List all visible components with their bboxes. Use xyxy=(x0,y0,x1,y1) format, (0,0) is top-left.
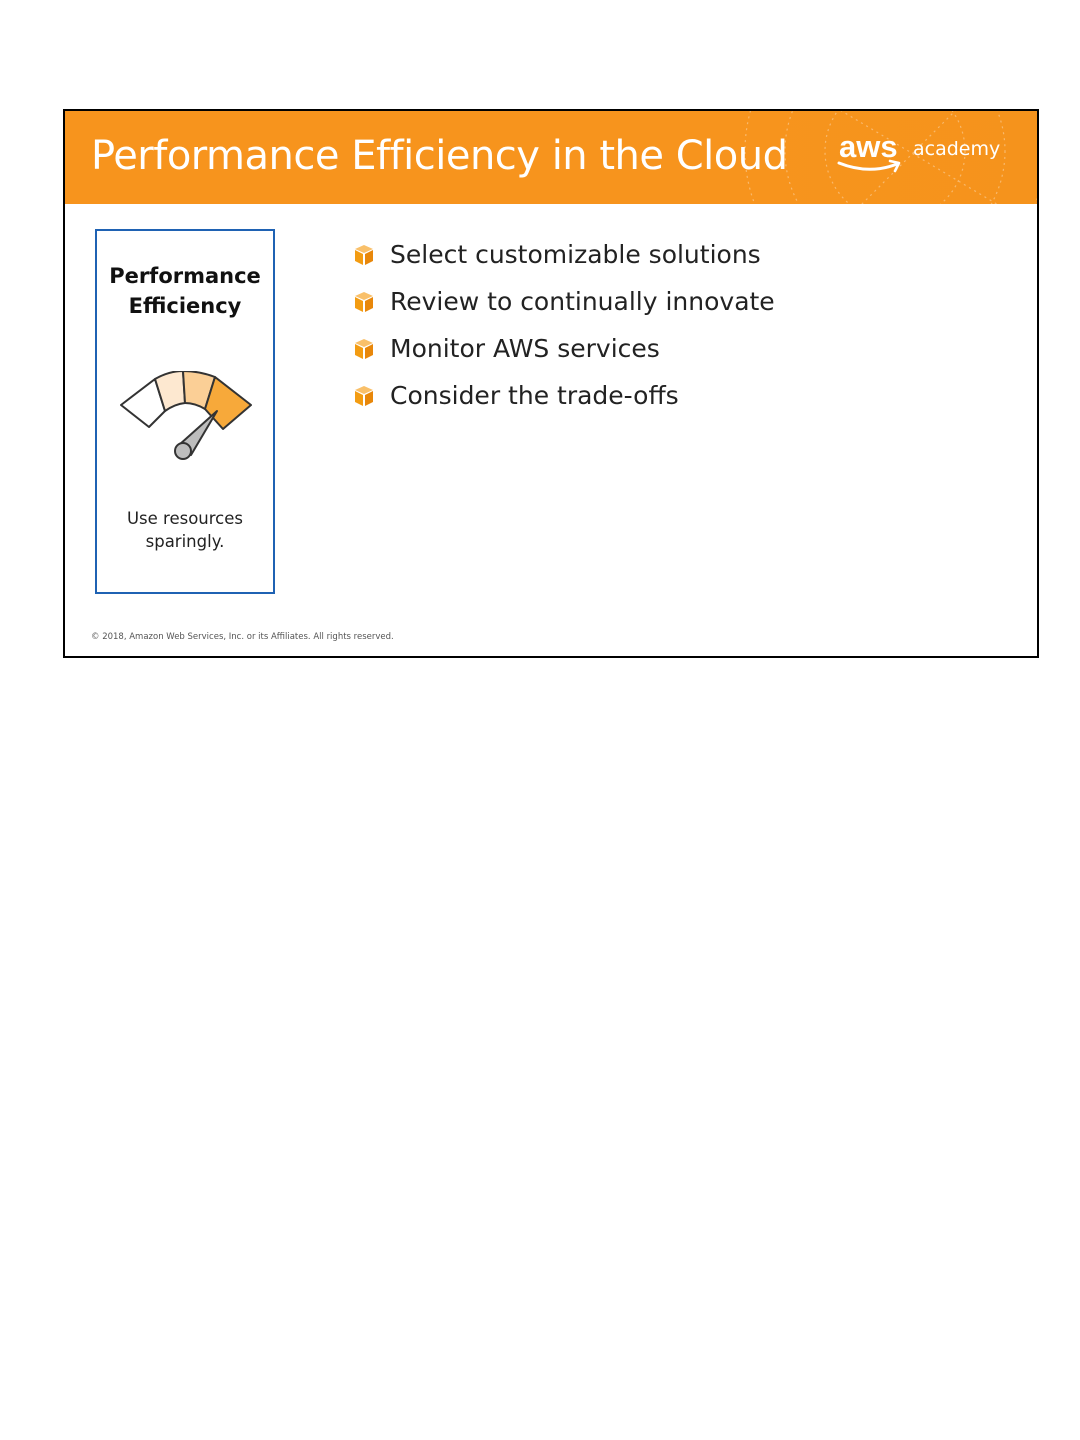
pillar-card-caption-line1: Use resources xyxy=(126,509,244,528)
copyright-footer: © 2018, Amazon Web Services, Inc. or its Affiliates. All rights reserved. xyxy=(91,632,394,642)
slide-title: Performance Efficiency in the Cloud xyxy=(91,133,788,179)
bullet-text: Consider the trade-offs xyxy=(390,381,679,410)
aws-box-icon xyxy=(353,291,375,313)
list-item xyxy=(353,333,775,380)
bullet-list xyxy=(353,239,775,427)
list-item xyxy=(353,286,775,333)
pillar-card-caption xyxy=(97,507,273,553)
logo-academy-text: academy xyxy=(913,138,1001,160)
slide xyxy=(63,109,1039,658)
bullet-text: Select customizable solutions xyxy=(390,240,761,269)
aws-smile-icon xyxy=(835,159,905,175)
pillar-card-title xyxy=(97,261,273,321)
gauge-icon xyxy=(119,371,255,461)
bullet-text: Monitor AWS services xyxy=(390,334,660,363)
aws-academy-logo xyxy=(835,129,1005,185)
aws-box-icon xyxy=(353,385,375,407)
pillar-card-title-line1: Performance xyxy=(109,264,261,288)
logo-aws-text: aws xyxy=(839,129,898,164)
slide-header xyxy=(65,111,1037,204)
pillar-card xyxy=(95,229,275,594)
pillar-card-caption-line2: sparingly. xyxy=(145,532,225,551)
aws-box-icon xyxy=(353,244,375,266)
pillar-card-title-line2: Efficiency xyxy=(128,294,242,318)
list-item xyxy=(353,380,775,427)
bullet-text: Review to continually innovate xyxy=(390,287,775,316)
aws-box-icon xyxy=(353,338,375,360)
list-item xyxy=(353,239,775,286)
